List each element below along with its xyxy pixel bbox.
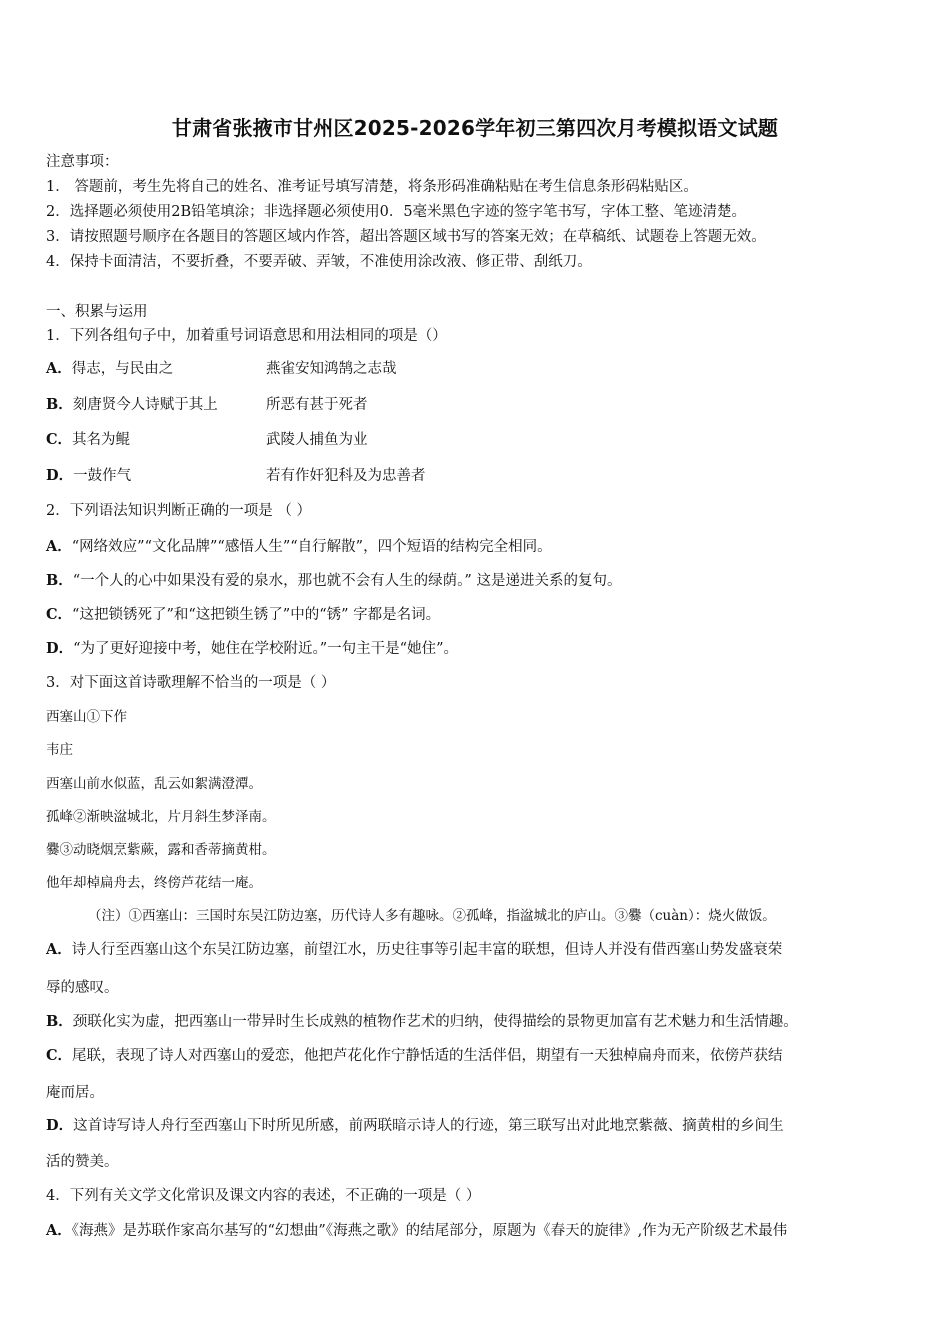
question-1-stem: 1．下列各组句子中，加着重号词语意思和用法相同的项是（） bbox=[46, 328, 447, 344]
option-letter: D． bbox=[46, 467, 74, 484]
option-left: 一鼓作气 bbox=[73, 468, 132, 484]
notice-item: 4．保持卡面清洁，不要折叠，不要弄破、弄皱，不准使用涂改液、修正带、刮纸刀。 bbox=[46, 254, 592, 270]
option-letter: C． bbox=[46, 606, 73, 623]
option-letter: B． bbox=[46, 1013, 73, 1030]
poem-note: （注）①西塞山：三国时东吴江防边塞，历代诗人多有趣咏。②孤峰，指湓城北的庐山。③爨（cuàn）：烧火做饭。 bbox=[88, 908, 776, 924]
question-2-option-d bbox=[46, 639, 458, 659]
option-text-continued: 辱的感叹。 bbox=[46, 980, 119, 996]
option-left: 得志，与民由之 bbox=[71, 361, 174, 377]
notice-item: 3．请按照题号顺序在各题目的答题区域内作答，超出答题区域书写的答案无效；在草稿纸、试题卷上答题无效。 bbox=[46, 229, 766, 245]
option-text: 诗人行至西塞山这个东吴江防边塞，前望江水，历史往事等引起丰富的联想，但诗人并没有借西塞山势发盛衰荣 bbox=[71, 942, 783, 958]
option-right: 武陵人捕鱼为业 bbox=[266, 432, 368, 448]
question-2-stem: 2．下列语法知识判断正确的一项是 （ ） bbox=[46, 503, 311, 519]
option-right: 所恶有甚于死者 bbox=[266, 397, 368, 413]
option-text: “一个人的心中如果没有爱的泉水，那也就不会有人生的绿荫。” 这是递进关系的复句。 bbox=[72, 573, 622, 589]
option-text: 这首诗写诗人舟行至西塞山下时所见所感，前两联暗示诗人的行迹，第三联写出对此地烹紫薇、摘黄柑的乡间生 bbox=[73, 1118, 784, 1134]
option-letter: B． bbox=[46, 396, 73, 413]
option-letter: A． bbox=[46, 538, 72, 555]
question-4-option-a bbox=[46, 1221, 787, 1241]
poem-title: 西塞山①下作 bbox=[46, 709, 127, 725]
question-3-option-b bbox=[46, 1012, 798, 1032]
option-letter: A． bbox=[46, 941, 72, 958]
question-4-stem: 4．下列有关文学文化常识及课文内容的表述，不正确的一项是（ ） bbox=[46, 1188, 481, 1204]
question-2-option-a bbox=[46, 537, 552, 557]
poem-line: 爨③动晓烟烹紫蕨，露和香蒂摘黄柑。 bbox=[46, 842, 276, 858]
option-letter: B． bbox=[46, 572, 73, 589]
option-left: 刻唐贤今人诗赋于其上 bbox=[72, 397, 218, 413]
option-letter: D． bbox=[46, 640, 74, 657]
option-text: “网络效应”“文化品牌”“感悟人生”“自行解散”，四个短语的结构完全相同。 bbox=[71, 539, 552, 555]
question-1-option-a bbox=[46, 359, 173, 379]
option-text: 颈联化实为虚，把西塞山一带异时生长成熟的植物作艺术的归纳，使得描绘的景物更加富有艺术魅力和生活情趣。 bbox=[72, 1014, 798, 1030]
option-left: 其名为鲲 bbox=[72, 432, 131, 448]
option-right: 若有作奸犯科及为忠善者 bbox=[266, 468, 426, 484]
poem-line: 孤峰②渐映湓城北，片月斜生梦泽南。 bbox=[46, 809, 276, 825]
question-3-option-d bbox=[46, 1116, 784, 1136]
option-text-continued: 活的赞美。 bbox=[46, 1154, 119, 1170]
option-letter: D． bbox=[46, 1117, 74, 1134]
option-letter: C． bbox=[46, 431, 73, 448]
option-text: “这把锁锈死了”和“这把锁生锈了”中的“锈” 字都是名词。 bbox=[72, 607, 441, 623]
option-text-continued: 庵而居。 bbox=[46, 1085, 104, 1101]
notice-item: 2．选择题必须使用2B铅笔填涂；非选择题必须使用0．5毫米黑色字迹的签字笔书写，字体工整、笔迹清楚。 bbox=[46, 204, 747, 220]
question-2-option-b bbox=[46, 571, 621, 591]
option-text: 《海燕》是苏联作家高尔基写的“幻想曲”《海燕之歌》的结尾部分，原题为《春天的旋律》,作为无产阶级艺术最伟 bbox=[71, 1223, 788, 1239]
option-letter: A． bbox=[46, 360, 72, 377]
question-3-option-c bbox=[46, 1046, 783, 1066]
question-1-option-b bbox=[46, 395, 218, 415]
notice-heading: 注意事项： bbox=[46, 154, 119, 170]
notice-item: 1． 答题前，考生先将自己的姓名、准考证号填写清楚，将条形码准确粘贴在考生信息条形码粘贴区。 bbox=[46, 179, 698, 195]
page-title: 甘肃省张掖市甘州区2025-2026学年初三第四次月考模拟语文试题 bbox=[171, 116, 779, 140]
question-1-option-d bbox=[46, 466, 131, 486]
option-right: 燕雀安知鸿鹄之志哉 bbox=[266, 361, 397, 377]
option-text: “为了更好迎接中考，她住在学校附近。”一句主干是“她住”。 bbox=[73, 641, 458, 657]
option-letter: A． bbox=[46, 1222, 72, 1239]
question-2-option-c bbox=[46, 605, 440, 625]
poem-author: 韦庄 bbox=[46, 742, 73, 758]
question-3-option-a bbox=[46, 940, 782, 960]
question-1-option-c bbox=[46, 430, 130, 450]
poem-line: 他年却棹扁舟去，终傍芦花结一庵。 bbox=[46, 875, 262, 891]
option-letter: C． bbox=[46, 1047, 73, 1064]
poem-line: 西塞山前水似蓝，乱云如絮满澄潭。 bbox=[46, 776, 262, 792]
section-heading: 一、积累与运用 bbox=[46, 304, 148, 320]
question-3-stem: 3．对下面这首诗歌理解不恰当的一项是（ ） bbox=[46, 675, 336, 691]
option-text: 尾联，表现了诗人对西塞山的爱恋，他把芦花化作宁静恬适的生活伴侣，期望有一天独棹扁舟而来，依傍芦获结 bbox=[72, 1048, 783, 1064]
